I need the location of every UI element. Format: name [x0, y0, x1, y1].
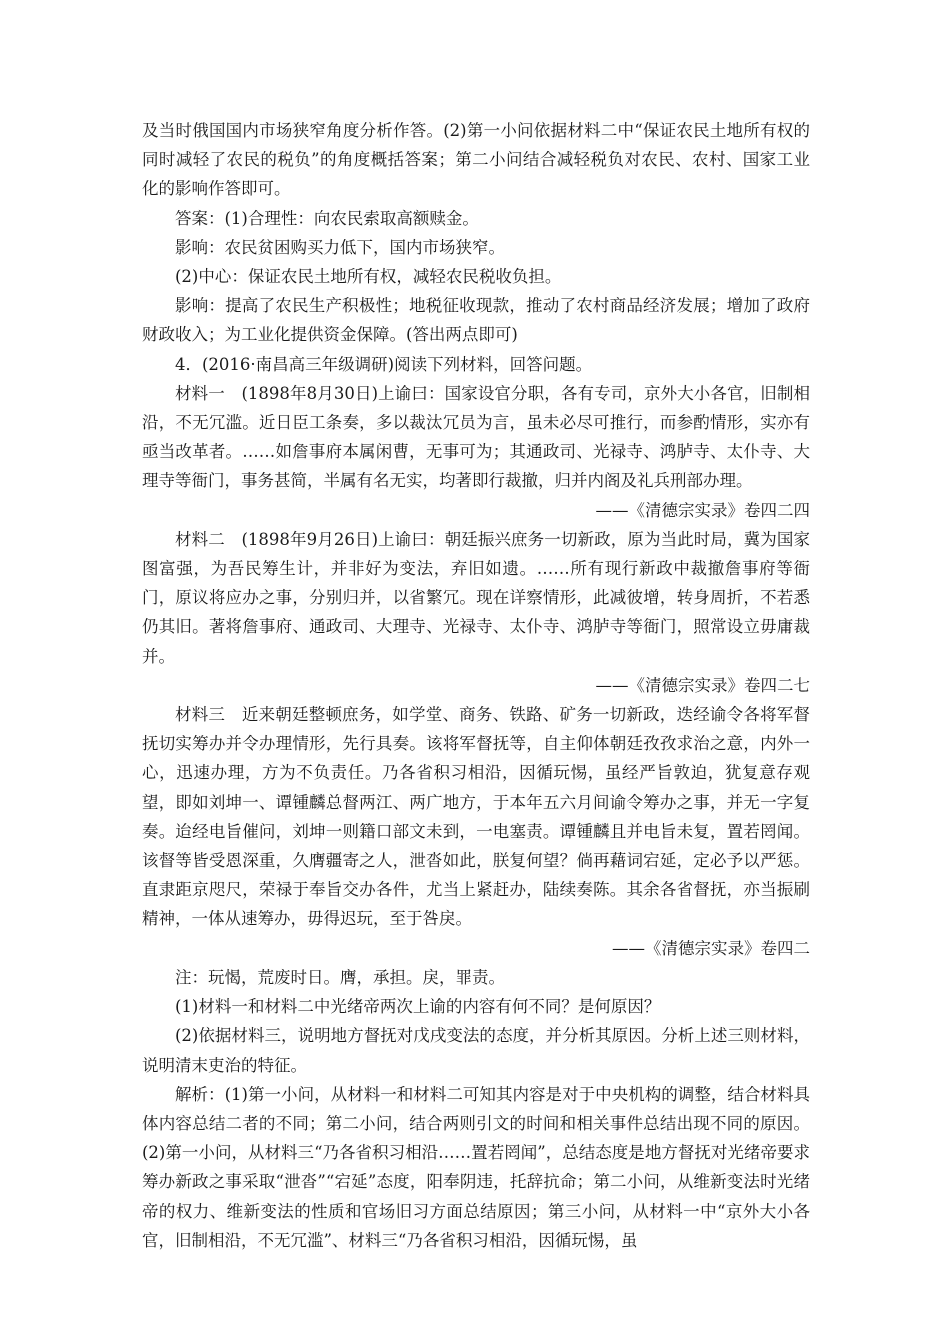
material-2: 材料二 (1898年9月26日)上谕曰：朝廷振兴庶务一切新政，原为当此时局，冀为国家图富强，为吾民筹生计，并非好为变法，弃旧如遗。……所有现行新政中裁撤詹事府等衙门，原议将应办之事，分别归并，以省繁冗。现在详察情形，此减彼增，转身周折，不若悉仍其旧。著将詹事府、通政司、大理寺、光禄寺、太仆寺、鸿胪寺等衙门，照常设立毋庸裁并。: [142, 529, 810, 666]
question-4-heading: 4．(2016·南昌高三年级调研)阅读下列材料，回答问题。: [175, 354, 593, 374]
material-3: 材料三 近来朝廷整顿庶务，如学堂、商务、铁路、矿务一切新政，迭经谕令各将军督抚切实筹办并令办理情形，先行具奏。该将军督抚等，自主仰体朝廷孜孜求治之意，内外一心，迅速办理，方为不负责任。乃各省积习相沿，因循玩惕，虽经严旨敦迫，犹复意存观望，即如刘坤一、谭锺麟总督两江、两广地方，于本年五六月间谕令筹办之事，并无一字复奏。迨经电旨催问，刘坤一则籍口部文未到，一电塞责。谭锺麟且并电旨未复，置若罔闻。该督等皆受恩深重，久膺疆寄之人，泄沓如此，朕复何望？倘再藉词宕延，定必予以严惩。直隶距京咫尺，荣禄于奉旨交办各件，尤当上紧赶办，陆续奏陈。其余各省督抚，亦当振刷精神，一体从速筹办，毋得迟玩，至于咎戾。: [142, 705, 810, 929]
answer-2-impact: 影响：提高了农民生产积极性；地税征收现款，推动了农村商品经济发展；增加了政府财政收入；为工业化提供资金保障。(答出两点即可): [142, 296, 810, 345]
material-1-source: ——《清德宗实录》卷四二四: [595, 500, 810, 520]
document-body: [142, 116, 810, 1255]
analysis-continuation: 及当时俄国国内市场狭窄角度分析作答。(2)第一小问依据材料二中“保证农民土地所有权的同时减轻了农民的税负”的角度概括答案；第二小问结合减轻税负对农民、农村、国家工业化的影响作答即可。: [142, 121, 810, 199]
analysis: 解析：(1)第一小问，从材料一和材料二可知其内容是对于中央机构的调整，结合材料具体内容总结二者的不同；第二小问，结合两则引文的时间和相关事件总结出现不同的原因。(2)第一小问，从材料三“乃各省积习相沿……置若罔闻”，总结态度是地方督抚对光绪帝要求筹办新政之事采取“泄沓”“宕延”态度，阳奉阴违，托辞抗命；第二小问，从维新变法时光绪帝的权力、维新变法的性质和官场旧习方面总结原因；第三小问，从材料一中“京外大小各官，旧制相沿，不无冗滥”、材料三“乃各省积习相沿，因循玩惕，虽: [142, 1084, 810, 1250]
material-3-source: ——《清德宗实录》卷四二: [612, 938, 810, 958]
material-1: 材料一 (1898年8月30日)上谕曰：国家设官分职，各有专司，京外大小各官，旧制相沿，不无冗滥。近日臣工条奏，多以裁汰冗员为言，虽未必尽可推行，而参酌情形，实亦有亟当改革者。……如詹事府本属闲曹，无事可为；其通政司、光禄寺、鸿胪寺、太仆寺、大理寺等衙门，事务甚简，半属有名无实，均著即行裁撤，归并内阁及礼兵刑部办理。: [142, 383, 810, 491]
answer-1-impact: 影响：农民贫困购买力低下，国内市场狭窄。: [175, 237, 505, 257]
answer-1: 答案：(1)合理性：向农民索取高额赎金。: [175, 208, 479, 228]
material-2-source: ——《清德宗实录》卷四二七: [595, 675, 810, 695]
sub-question-2: (2)依据材料三，说明地方督抚对戊戌变法的态度，并分析其原因。分析上述三则材料，说明清末吏治的特征。: [142, 1026, 810, 1075]
answer-2: (2)中心：保证农民土地所有权，减轻农民税收负担。: [175, 267, 562, 287]
sub-question-1: (1)材料一和材料二中光绪帝两次上谕的内容有何不同？是何原因？: [175, 997, 661, 1017]
note: 注：玩愒，荒废时日。膺，承担。戾，罪责。: [175, 967, 505, 987]
